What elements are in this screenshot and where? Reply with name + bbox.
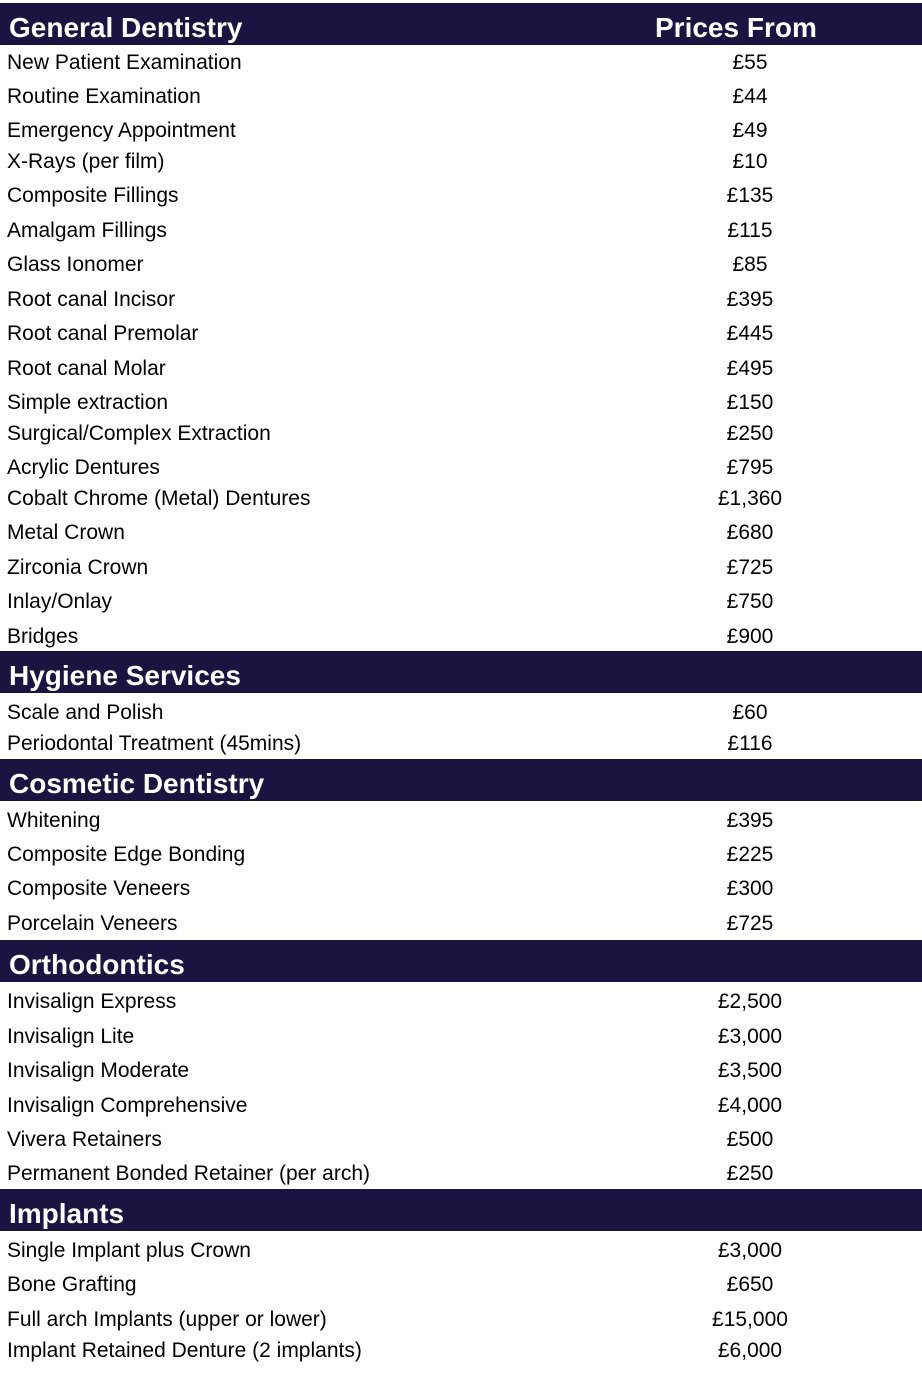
treatment-name: Surgical/Complex Extraction: [7, 422, 271, 445]
treatment-name: Emergency Appointment: [7, 119, 236, 142]
section-orthodontics: [0, 940, 922, 1188]
section-items: [0, 1234, 922, 1368]
treatment-name: Periodontal Treatment (45mins): [7, 732, 302, 755]
treatment-price: £250: [726, 422, 774, 445]
treatment-name: Simple extraction: [7, 391, 169, 414]
price-row: [0, 46, 922, 80]
treatment-name: Root canal Molar: [7, 357, 166, 380]
treatment-price: £495: [726, 357, 774, 380]
price-row: [0, 585, 922, 620]
treatment-price: £3,500: [717, 1059, 783, 1082]
treatment-name: Zirconia Crown: [7, 556, 149, 579]
treatment-price: £395: [726, 809, 774, 832]
price-row: [0, 1020, 922, 1054]
price-row: [0, 1054, 922, 1089]
price-row: [0, 248, 922, 283]
treatment-name: Root canal Premolar: [7, 322, 199, 345]
price-row: [0, 985, 922, 1020]
price-row: [0, 907, 922, 941]
treatment-price: £49: [732, 119, 768, 142]
treatment-name: Scale and Polish: [7, 701, 164, 724]
treatment-price: £15,000: [712, 1308, 788, 1331]
section-items: [0, 46, 922, 654]
treatment-name: Inlay/Onlay: [7, 590, 113, 613]
section-hygiene-services: [0, 651, 922, 758]
section-title: Orthodontics: [9, 949, 185, 980]
treatment-price: £4,000: [717, 1094, 783, 1117]
treatment-price: £60: [732, 701, 768, 724]
treatment-price: £10: [732, 150, 768, 173]
treatment-name: X-Rays (per film): [7, 150, 165, 173]
price-row: [0, 451, 922, 482]
treatment-name: Root canal Incisor: [7, 288, 176, 311]
section-header: [0, 1189, 922, 1231]
section-items: [0, 696, 922, 761]
section-header: [0, 940, 922, 982]
section-items: [0, 804, 922, 941]
price-row: [0, 482, 922, 516]
treatment-name: Invisalign Express: [7, 990, 177, 1013]
treatment-price: £150: [726, 391, 774, 414]
price-row: [0, 1334, 922, 1368]
treatment-price: £250: [726, 1162, 774, 1185]
treatment-price: £500: [726, 1128, 774, 1151]
treatment-name: Composite Veneers: [7, 877, 191, 900]
price-row: [0, 1089, 922, 1123]
treatment-name: Vivera Retainers: [7, 1128, 162, 1151]
treatment-price: £725: [726, 556, 774, 579]
treatment-name: Porcelain Veneers: [7, 912, 178, 935]
treatment-name: Amalgam Fillings: [7, 219, 167, 242]
treatment-price: £725: [726, 912, 774, 935]
price-row: [0, 516, 922, 551]
section-header: [0, 3, 922, 45]
section-implants: [0, 1189, 922, 1365]
treatment-price: £116: [727, 732, 773, 755]
price-row: [0, 1234, 922, 1268]
treatment-price: £55: [732, 51, 768, 74]
price-row: [0, 317, 922, 352]
price-row: [0, 80, 922, 114]
treatment-price: £750: [726, 590, 774, 613]
price-row: [0, 352, 922, 386]
treatment-name: Invisalign Comprehensive: [7, 1094, 248, 1117]
section-title: Cosmetic Dentistry: [9, 768, 265, 799]
treatment-price: £44: [732, 85, 768, 108]
treatment-name: Acrylic Dentures: [7, 456, 160, 479]
treatment-price: £2,500: [717, 990, 783, 1013]
section-header: [0, 759, 922, 801]
treatment-name: Bone Grafting: [7, 1273, 137, 1296]
price-row: [0, 1303, 922, 1334]
treatment-name: Single Implant plus Crown: [7, 1239, 251, 1262]
treatment-price: £115: [727, 219, 773, 242]
section-title: Hygiene Services: [9, 660, 241, 691]
treatment-name: New Patient Examination: [7, 51, 242, 74]
treatment-price: £135: [726, 184, 774, 207]
section-title: Implants: [9, 1198, 125, 1229]
treatment-name: Permanent Bonded Retainer (per arch): [7, 1162, 371, 1185]
price-row: [0, 872, 922, 907]
section-header: [0, 651, 922, 693]
treatment-price: £445: [726, 322, 774, 345]
treatment-name: Invisalign Lite: [7, 1025, 135, 1048]
prices-column-header: Prices From: [655, 12, 817, 43]
price-row: [0, 804, 922, 838]
treatment-price: £795: [726, 456, 774, 479]
treatment-price: £395: [726, 288, 774, 311]
treatment-name: Cobalt Chrome (Metal) Dentures: [7, 487, 311, 510]
treatment-name: Implant Retained Denture (2 implants): [7, 1339, 362, 1362]
price-row: [0, 551, 922, 585]
section-title: General Dentistry: [9, 12, 243, 43]
price-row: [0, 386, 922, 417]
price-row: [0, 114, 922, 145]
treatment-name: Whitening: [7, 809, 101, 832]
price-row: [0, 838, 922, 872]
treatment-price: £3,000: [717, 1025, 783, 1048]
treatment-price: £300: [726, 877, 774, 900]
section-cosmetic-dentistry: [0, 759, 922, 938]
treatment-name: Composite Edge Bonding: [7, 843, 246, 866]
price-row: [0, 727, 922, 761]
treatment-price: £1,360: [717, 487, 783, 510]
price-row: [0, 145, 922, 179]
price-row: [0, 696, 922, 727]
treatment-name: Bridges: [7, 625, 79, 648]
treatment-price: £650: [726, 1273, 774, 1296]
price-row: [0, 214, 922, 248]
price-row: [0, 1157, 922, 1191]
price-row: [0, 620, 922, 654]
treatment-price: £6,000: [717, 1339, 783, 1362]
treatment-price: £900: [726, 625, 774, 648]
treatment-name: Glass Ionomer: [7, 253, 144, 276]
price-row: [0, 283, 922, 317]
treatment-price: £680: [726, 521, 774, 544]
price-row: [0, 417, 922, 451]
price-row: [0, 1268, 922, 1303]
treatment-price: £225: [726, 843, 774, 866]
treatment-price: £3,000: [717, 1239, 783, 1262]
treatment-name: Invisalign Moderate: [7, 1059, 190, 1082]
treatment-name: Composite Fillings: [7, 184, 179, 207]
section-items: [0, 985, 922, 1191]
treatment-name: Metal Crown: [7, 521, 125, 544]
price-row: [0, 1123, 922, 1157]
price-row: [0, 179, 922, 214]
treatment-price: £85: [732, 253, 768, 276]
section-general-dentistry: [0, 3, 922, 653]
treatment-name: Full arch Implants (upper or lower): [7, 1308, 327, 1331]
treatment-name: Routine Examination: [7, 85, 201, 108]
